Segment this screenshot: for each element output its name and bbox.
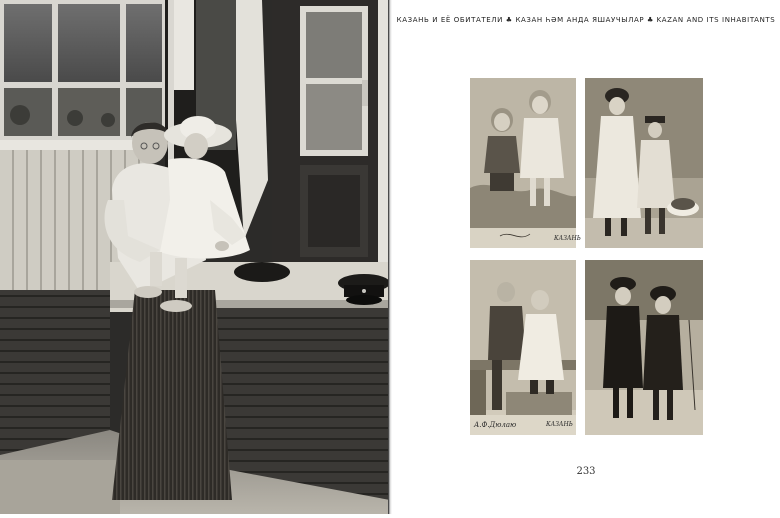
right-page [392, 0, 780, 514]
woman-with-child-photo [0, 0, 390, 514]
left-page-photo [0, 0, 390, 514]
photo-two-boys-bench [470, 260, 576, 435]
photo-two-boys-coats [585, 260, 703, 435]
photo-girl-and-boy [585, 78, 703, 248]
two-children-portrait [470, 78, 576, 248]
page-number: 233 [576, 466, 596, 477]
girl-and-boy-portrait [585, 78, 703, 248]
photo-two-children-studio [470, 78, 581, 248]
studio-mark-top-left: КАЗАНЬ [554, 235, 581, 242]
photographer-signature: А.Ф.Дюлаю [474, 421, 517, 429]
running-head: КАЗАНЬ И ЕЁ ОБИТАТЕЛИ ♣ КАЗАН ҺӘМ АНДА ЯШАУЧЫЛАР ♣ KAZAN AND ITS INHABITANTS [396, 16, 776, 24]
boys-in-coats-portrait [585, 260, 703, 435]
studio-mark-bottom-left: КАЗАНЬ [546, 421, 573, 428]
two-boys-portrait [470, 260, 576, 435]
